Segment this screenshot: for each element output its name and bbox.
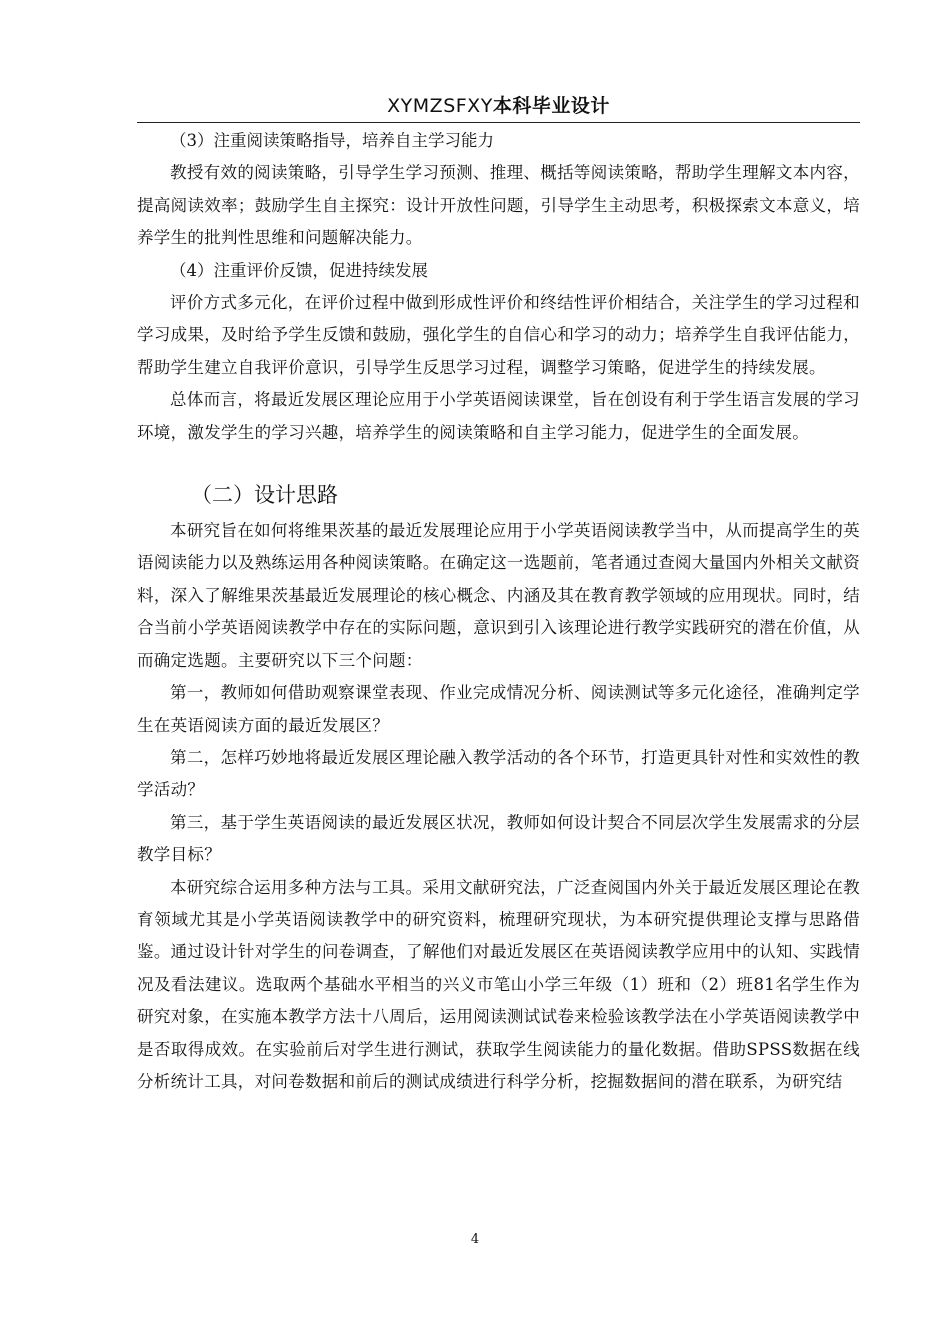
paragraph: 本研究旨在如何将维果茨基的最近发展理论应用于小学英语阅读教学当中，从而提高学生的英语阅读能力以及熟练运用各种阅读策略。在确定这一选题前，笔者通过查阅大量国内外相关文献资料，深入了解维果茨基最近发展理论的核心概念、内涵及其在教育教学领域的应用现状。同时，结合当前小学英语阅读教学中存在的实际问题，意识到引入该理论进行教学实践研究的潜在价值，从而确定选题。主要研究以下三个问题： (137, 521, 860, 670)
paragraph: 第三，基于学生英语阅读的最近发展区状况，教师如何设计契合不同层次学生发展需求的分层教学目标？ (137, 812, 860, 865)
page-body (137, 125, 860, 1098)
page-number: 4 (470, 1232, 480, 1247)
header-latin: XYMZSFXY (387, 95, 493, 117)
page-header (137, 90, 860, 123)
paragraph: 评价方式多元化，在评价过程中做到形成性评价和终结性评价相结合，关注学生的学习过程和学习成果，及时给予学生反馈和鼓励，强化学生的自信心和学习的动力；培养学生自我评估能力，帮助学生建立自我评价意识，引导学生反思学习过程，调整学习策略，促进学生的持续发展。 (137, 293, 860, 377)
paragraph: 本研究综合运用多种方法与工具。采用文献研究法，广泛查阅国内外关于最近发展区理论在教育领域尤其是小学英语阅读教学中的研究资料，梳理研究现状，为本研究提供理论支撑与思路借鉴。通过设计针对学生的问卷调查，了解他们对最近发展区在英语阅读教学应用中的认知、实践情况及看法建议。选取两个基础水平相当的兴义市笔山小学三年级（1）班和（2）班81名学生作为研究对象，在实施本教学方法十八周后，运用阅读测试试卷来检验该教学法在小学英语阅读教学中是否取得成效。在实验前后对学生进行测试，获取学生阅读能力的量化数据。借助SPSS数据在线分析统计工具，对问卷数据和前后的测试成绩进行科学分析，挖掘数据间的潜在联系，为研究结 (137, 877, 860, 1091)
header-title (387, 95, 610, 117)
paragraph: 第二，怎样巧妙地将最近发展区理论融入教学活动的各个环节，打造更具针对性和实效性的教学活动？ (137, 747, 860, 800)
paragraph: 总体而言，将最近发展区理论应用于小学英语阅读课堂，旨在创设有利于学生语言发展的学习环境，激发学生的学习兴趣，培养学生的阅读策略和自主学习能力，促进学生的全面发展。 (137, 390, 860, 442)
paragraph: 教授有效的阅读策略，引导学生学习预测、推理、概括等阅读策略，帮助学生理解文本内容，提高阅读效率；鼓励学生自主探究：设计开放性问题，引导学生主动思考，积极探索文本意义，培养学生的批判性思维和问题解决能力。 (137, 163, 860, 248)
paragraph: 第一，教师如何借助观察课堂表现、作业完成情况分析、阅读测试等多元化途径，准确判定学生在英语阅读方面的最近发展区？ (137, 683, 860, 735)
subheading-3: （3）注重阅读策略指导，培养自主学习能力 (170, 131, 494, 150)
subheading-4: （4）注重评价反馈，促进持续发展 (170, 260, 428, 280)
header-cn: 本科毕业设计 (492, 95, 610, 117)
section-title: （二）设计思路 (191, 483, 338, 508)
